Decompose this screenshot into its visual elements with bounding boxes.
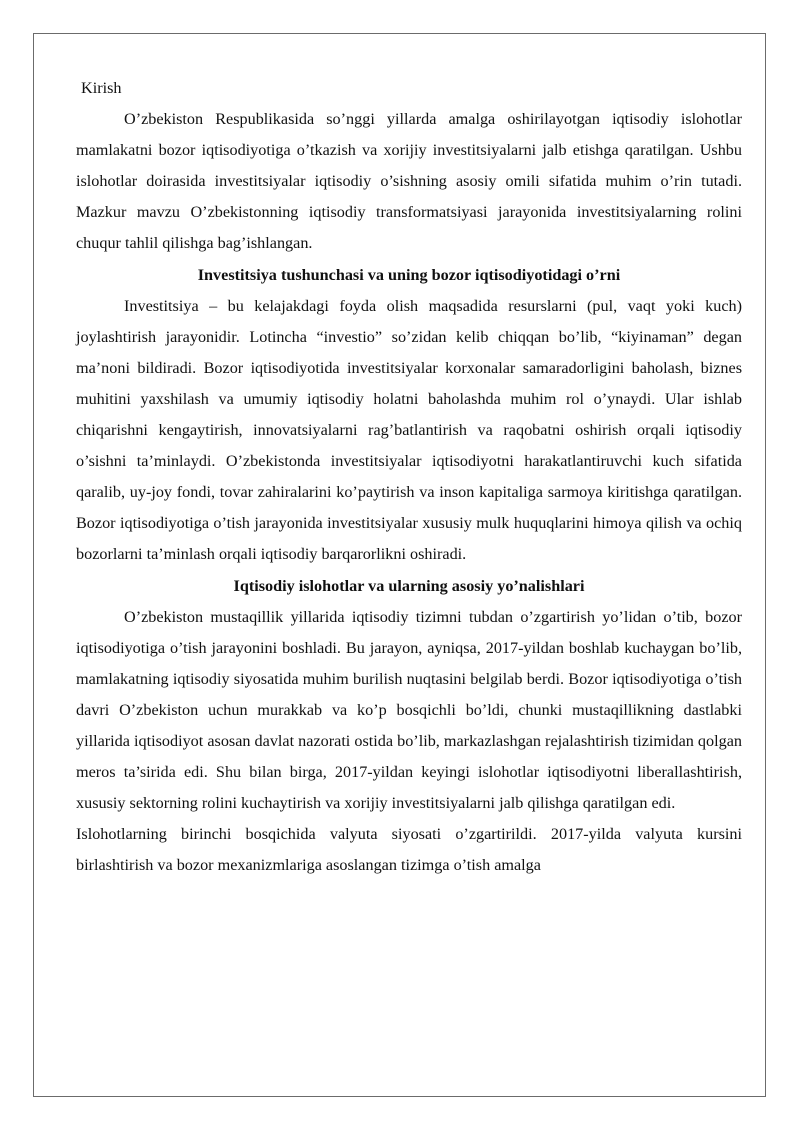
paragraph-reforms: O’zbekiston mustaqillik yillarida iqtisodiy tizimni tubdan o’zgartirish yo’lidan o’tib, bozor iqtisodiyotiga o’tish jarayonini boshladi. Bu jarayon, ayniqsa, 2017-yildan boshlab kuchaygan bo’lib, mamlakatning iqtisodiy siyosatida muhim burilish nuqtasini belgilab berdi. Bozor iqtisodiyotiga o’tish davri O’zbekiston uchun murakkab va ko’p bosqichli bo’ldi, chunki mustaqillikning dastlabki yillarida iqtisodiyot asosan davlat nazorati ostida bo’lib, markazlashgan rejalashtirish tizimidan qolgan meros ta’sirida edi. Shu bilan birga, 2017-yildan keyingi islohotlar iqtisodiyotni liberallashtirish, xususiy sektorning rolini kuchaytirish va xorijiy investitsiyalarni jalb qilishga qaratilgan edi. (76, 607, 742, 813)
paragraph-currency: Islohotlarning birinchi bosqichida valyuta siyosati o’zgartirildi. 2017-yilda valyuta kursini birlashtirish va bozor mexanizmlariga asoslangan tizimga o’tish amalga (76, 825, 742, 875)
paragraph-investment: Investitsiya – bu kelajakdagi foyda olish maqsadida resurslarni (pul, vaqt yoki kuch) joylashtirish jarayonidir. Lotincha “investio” so’zidan kelib chiqqan bo’lib, “kiyinaman” degan ma’noni bildiradi. Bozor iqtisodiyotida investitsiyalar korxonalar samaradorligini baholash, biznes muhitini yaxshilash va umumiy iqtisodiy holatni baholashda muhim rol o’ynaydi. Ular ishlab chiqarishni kengaytirish, innovatsiyalarni rag’batlantirish va raqobatni oshirish orqali iqtisodiy o’sishni ta’minlaydi. O’zbekistonda investitsiyalar iqtisodiyotni harakatlantiruvchi kuch sifatida qaralib, uy-joy fondi, tovar zahiralarini ko’paytirish va inson kapitaliga sarmoya kiritishga qaratilgan. Bozor iqtisodiyotiga o’tish jarayonida investitsiyalar xususiy mulk huquqlarini himoya qilish va ochiq bozorlarni ta’minlash orqali iqtisodiy barqarorlikni oshiradi. (76, 296, 742, 564)
section-heading-investment: Investitsiya tushunchasi va uning bozor iqtisodiyotidagi o’rni (197, 265, 621, 284)
intro-heading: Kirish (81, 79, 122, 97)
paragraph-intro: O’zbekiston Respublikasida so’nggi yillarda amalga oshirilayotgan iqtisodiy islohotlar mamlakatni bozor iqtisodiyotiga o’tkazish va xorijiy investitsiyalarni jalb etishga qaratilgan. Ushbu islohotlar doirasida investitsiyalar iqtisodiy o’sishning asosiy omili sifatida muhim o’rin tutadi. Mazkur mavzu O’zbekistonning iqtisodiy transformatsiyasi jarayonida investitsiyalarning rolini chuqur tahlil qilishga bag’ishlangan. (76, 110, 742, 253)
document-body (76, 73, 742, 881)
section-heading-reforms: Iqtisodiy islohotlar va ularning asosiy yo’nalishlari (233, 576, 585, 595)
